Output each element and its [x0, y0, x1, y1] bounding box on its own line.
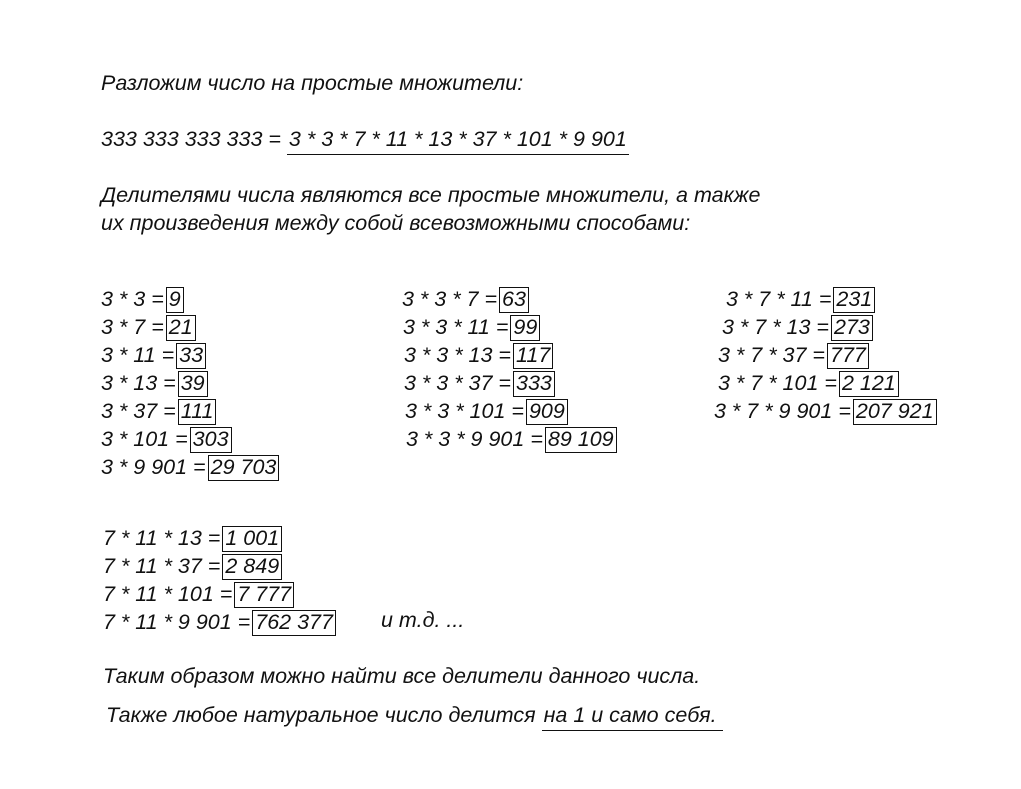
equation-row: [101, 343, 206, 369]
equation-text: 7 * 11 * 13 =: [103, 526, 221, 550]
equation-row: [726, 287, 875, 313]
final-line: [106, 705, 723, 727]
equation-text: 3 * 3 * 9 901 =: [406, 427, 543, 451]
equation-row: [406, 427, 617, 453]
equation-text: 3 * 7 =: [101, 315, 164, 339]
boxed-result: 762 377: [252, 610, 336, 636]
equation-row: [404, 371, 555, 397]
boxed-result: 2 121: [839, 371, 899, 397]
factorization-line: [101, 129, 629, 151]
boxed-result: 117: [513, 343, 553, 369]
boxed-result: 303: [190, 427, 232, 453]
boxed-result: 21: [166, 315, 196, 341]
boxed-result: 333: [513, 371, 555, 397]
prime-factors: 3 * 3 * 7 * 11 * 13 * 37 * 101 * 9 901: [287, 127, 629, 155]
equation-text: 7 * 11 * 37 =: [103, 554, 221, 578]
equation-row: [101, 399, 216, 425]
equation-row: [718, 371, 899, 397]
equation-row: [402, 287, 529, 313]
equation-row: [722, 315, 873, 341]
boxed-result: 111: [178, 399, 217, 425]
equation-row: [404, 343, 553, 369]
equation-text: 3 * 3 * 7 =: [402, 287, 498, 311]
equation-row: [103, 554, 282, 580]
equation-text: 3 * 7 * 101 =: [718, 371, 837, 395]
divisors-text-line2: их произведения между собой всевозможными способами:: [101, 211, 691, 235]
boxed-result: 777: [827, 343, 869, 369]
equation-row: [103, 610, 336, 636]
equation-text: 7 * 11 * 101 =: [103, 582, 233, 606]
boxed-result: 89 109: [545, 427, 617, 453]
equation-text: 3 * 101 =: [101, 427, 188, 451]
equation-text: 3 * 13 =: [101, 371, 176, 395]
equation-row: [403, 315, 540, 341]
number-text: 333 333 333 333 =: [101, 127, 281, 151]
boxed-result: 909: [526, 399, 568, 425]
boxed-result: 33: [176, 343, 206, 369]
boxed-result: 1 001: [222, 526, 282, 552]
boxed-result: 273: [831, 315, 873, 341]
equation-text: 3 * 3 * 11 =: [403, 315, 509, 339]
equation-text: 3 * 3 * 101 =: [405, 399, 524, 423]
equation-row: [101, 287, 184, 313]
intro-text: Разложим число на простые множители:: [101, 71, 524, 95]
equation-text: 3 * 3 =: [101, 287, 164, 311]
equation-text: 7 * 11 * 9 901 =: [103, 610, 251, 634]
equation-row: [101, 371, 208, 397]
boxed-result: 29 703: [208, 455, 280, 481]
equation-row: [103, 582, 294, 608]
equation-text: 3 * 11 =: [101, 343, 175, 367]
equation-text: 3 * 7 * 13 =: [722, 315, 829, 339]
equation-row: [101, 315, 196, 341]
equation-row: [101, 455, 279, 481]
equation-text: 3 * 37 =: [101, 399, 176, 423]
final-underlined: на 1 и само себя.: [542, 703, 723, 731]
boxed-result: 39: [178, 371, 208, 397]
boxed-result: 9: [166, 287, 184, 313]
boxed-result: 2 849: [222, 554, 282, 580]
equation-text: 3 * 9 901 =: [101, 455, 206, 479]
etc-text: и т.д. ...: [381, 608, 465, 632]
conclusion-text: Таким образом можно найти все делители данного числа.: [103, 664, 701, 688]
divisors-text-line1: Делителями числа являются все простые множители, а также: [101, 183, 761, 207]
boxed-result: 63: [499, 287, 529, 313]
equation-text: 3 * 7 * 37 =: [718, 343, 825, 367]
boxed-result: 231: [833, 287, 875, 313]
equation-row: [718, 343, 869, 369]
boxed-result: 207 921: [853, 399, 937, 425]
equation-row: [405, 399, 568, 425]
equation-text: 3 * 3 * 37 =: [404, 371, 511, 395]
boxed-result: 99: [510, 315, 540, 341]
equation-row: [714, 399, 937, 425]
equation-text: 3 * 3 * 13 =: [404, 343, 511, 367]
equation-row: [103, 526, 282, 552]
equation-text: 3 * 7 * 11 =: [726, 287, 832, 311]
equation-row: [101, 427, 232, 453]
final-prefix: Также любое натуральное число делится: [106, 703, 536, 727]
boxed-result: 7 777: [234, 582, 294, 608]
equation-text: 3 * 7 * 9 901 =: [714, 399, 851, 423]
